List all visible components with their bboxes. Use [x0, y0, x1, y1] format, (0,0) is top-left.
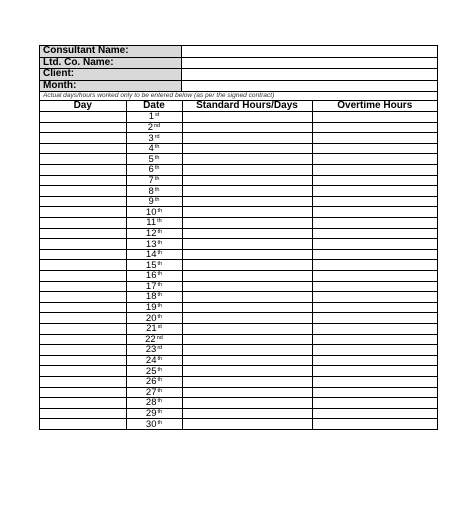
overtime-hours-cell[interactable]: [312, 175, 437, 186]
date-cell: [126, 376, 182, 387]
date-number: 3: [148, 132, 154, 144]
day-cell[interactable]: [40, 186, 126, 197]
date-number: 11: [146, 217, 157, 229]
date-number: 2: [147, 121, 154, 133]
day-cell[interactable]: [40, 249, 126, 260]
date-suffix: th: [157, 271, 163, 278]
date-suffix: nd: [154, 122, 161, 129]
date-number: 25: [145, 365, 157, 377]
standard-hours-cell[interactable]: [182, 249, 312, 260]
day-cell[interactable]: [40, 260, 126, 271]
overtime-hours-cell[interactable]: [312, 207, 437, 218]
date-suffix: rd: [157, 345, 163, 352]
table-row: [40, 292, 437, 303]
date-number: 9: [148, 196, 154, 208]
date-number: 17: [145, 280, 157, 292]
column-header-row: [40, 101, 437, 112]
overtime-hours-cell[interactable]: [312, 196, 437, 207]
timesheet: [39, 45, 438, 430]
overtime-hours-cell[interactable]: [312, 186, 437, 197]
standard-hours-cell[interactable]: [182, 186, 312, 197]
day-cell[interactable]: [40, 112, 126, 123]
date-number: 1: [148, 111, 154, 123]
date-suffix: nd: [156, 334, 163, 341]
company-name-field[interactable]: [182, 58, 437, 69]
date-cell: [126, 207, 182, 218]
date-number: 23: [145, 344, 157, 356]
standard-hours-cell[interactable]: [182, 302, 312, 313]
date-number: 20: [145, 312, 157, 324]
day-cell[interactable]: [40, 334, 126, 345]
table-row: [40, 112, 437, 123]
table-row: [40, 239, 437, 250]
table-row: [40, 122, 437, 133]
table-row: [40, 323, 437, 334]
date-suffix: th: [157, 398, 163, 405]
client-row: [40, 69, 437, 81]
date-cell: [126, 419, 182, 430]
date-suffix: rd: [154, 133, 160, 140]
date-suffix: th: [154, 175, 160, 182]
date-number: 5: [148, 153, 154, 165]
hours-rows: [40, 112, 437, 430]
standard-hours-cell[interactable]: [182, 260, 312, 271]
date-cell: [126, 154, 182, 165]
day-cell[interactable]: [40, 292, 126, 303]
date-suffix: th: [157, 409, 163, 416]
day-cell[interactable]: [40, 387, 126, 398]
day-cell[interactable]: [40, 239, 126, 250]
day-cell[interactable]: [40, 218, 126, 229]
date-number: 29: [145, 408, 157, 420]
date-suffix: th: [154, 165, 160, 172]
table-row: [40, 249, 437, 260]
consultant-name-label: Consultant Name:: [40, 46, 182, 57]
date-cell: [126, 218, 182, 229]
date-cell: [126, 165, 182, 176]
date-cell: [126, 249, 182, 260]
day-cell[interactable]: [40, 228, 126, 239]
date-number: 19: [145, 302, 157, 314]
date-number: 6: [148, 164, 154, 176]
standard-hours-cell[interactable]: [182, 376, 312, 387]
hours-table: [40, 101, 437, 429]
date-suffix: th: [157, 313, 163, 320]
day-cell[interactable]: [40, 154, 126, 165]
overtime-hours-cell[interactable]: [312, 366, 437, 377]
standard-hours-cell[interactable]: [182, 271, 312, 282]
date-cell: [126, 387, 182, 398]
overtime-hours-cell[interactable]: [312, 249, 437, 260]
date-cell: [126, 112, 182, 123]
standard-hours-cell[interactable]: [182, 196, 312, 207]
overtime-hours-cell[interactable]: [312, 228, 437, 239]
overtime-hours-cell[interactable]: [312, 323, 437, 334]
table-row: [40, 313, 437, 324]
date-suffix: th: [157, 239, 163, 246]
date-number: 15: [145, 259, 157, 271]
standard-hours-cell[interactable]: [182, 334, 312, 345]
day-cell[interactable]: [40, 175, 126, 186]
date-suffix: th: [157, 419, 163, 426]
column-header-standard: Standard Hours/Days: [182, 101, 312, 112]
day-cell[interactable]: [40, 366, 126, 377]
date-number: 14: [145, 249, 157, 261]
standard-hours-cell[interactable]: [182, 419, 312, 430]
date-number: 18: [145, 291, 157, 303]
day-cell[interactable]: [40, 355, 126, 366]
table-row: [40, 345, 437, 356]
overtime-hours-cell[interactable]: [312, 419, 437, 430]
table-row: [40, 387, 437, 398]
standard-hours-cell[interactable]: [182, 143, 312, 154]
overtime-hours-cell[interactable]: [312, 218, 437, 229]
column-header-day: Day: [40, 101, 126, 112]
standard-hours-cell[interactable]: [182, 228, 312, 239]
day-cell[interactable]: [40, 281, 126, 292]
table-row: [40, 260, 437, 271]
overtime-hours-cell[interactable]: [312, 154, 437, 165]
day-cell[interactable]: [40, 196, 126, 207]
month-row: [40, 81, 437, 93]
standard-hours-cell[interactable]: [182, 133, 312, 144]
date-number: 8: [148, 185, 154, 197]
date-suffix: st: [155, 112, 160, 119]
table-row: [40, 376, 437, 387]
standard-hours-cell[interactable]: [182, 218, 312, 229]
overtime-hours-cell[interactable]: [312, 376, 437, 387]
overtime-hours-cell[interactable]: [312, 408, 437, 419]
overtime-hours-cell[interactable]: [312, 133, 437, 144]
table-row: [40, 154, 437, 165]
date-cell: [126, 122, 182, 133]
standard-hours-cell[interactable]: [182, 207, 312, 218]
date-suffix: th: [157, 377, 163, 384]
table-row: [40, 302, 437, 313]
table-row: [40, 175, 437, 186]
date-suffix: th: [157, 387, 163, 394]
overtime-hours-cell[interactable]: [312, 345, 437, 356]
overtime-hours-cell[interactable]: [312, 313, 437, 324]
day-cell[interactable]: [40, 419, 126, 430]
consultant-name-field[interactable]: [182, 46, 437, 57]
date-cell: [126, 281, 182, 292]
table-row: [40, 334, 437, 345]
date-suffix: th: [154, 144, 160, 151]
table-row: [40, 165, 437, 176]
table-row: [40, 196, 437, 207]
overtime-hours-cell[interactable]: [312, 387, 437, 398]
date-suffix: th: [157, 281, 163, 288]
table-row: [40, 186, 437, 197]
date-number: 4: [148, 143, 154, 155]
standard-hours-cell[interactable]: [182, 408, 312, 419]
date-number: 16: [145, 270, 157, 282]
date-cell: [126, 292, 182, 303]
table-row: [40, 398, 437, 409]
overtime-hours-cell[interactable]: [312, 292, 437, 303]
overtime-hours-cell[interactable]: [312, 112, 437, 123]
date-number: 10: [145, 206, 157, 218]
day-cell[interactable]: [40, 165, 126, 176]
date-number: 24: [145, 355, 157, 367]
date-suffix: th: [157, 228, 163, 235]
standard-hours-cell[interactable]: [182, 112, 312, 123]
table-row: [40, 355, 437, 366]
client-field[interactable]: [182, 69, 437, 80]
day-cell[interactable]: [40, 323, 126, 334]
date-cell: [126, 334, 182, 345]
company-name-label: Ltd. Co. Name:: [40, 58, 182, 69]
date-suffix: th: [157, 356, 163, 363]
standard-hours-cell[interactable]: [182, 292, 312, 303]
date-cell: [126, 228, 182, 239]
standard-hours-cell[interactable]: [182, 175, 312, 186]
day-cell[interactable]: [40, 207, 126, 218]
date-number: 28: [145, 397, 157, 409]
date-number: 13: [145, 238, 157, 250]
date-number: 21: [146, 323, 157, 335]
day-cell[interactable]: [40, 376, 126, 387]
overtime-hours-cell[interactable]: [312, 165, 437, 176]
date-suffix: th: [157, 250, 163, 257]
day-cell[interactable]: [40, 302, 126, 313]
column-header-overtime: Overtime Hours: [312, 101, 437, 112]
date-suffix: th: [157, 207, 163, 214]
date-cell: [126, 133, 182, 144]
company-name-row: [40, 58, 437, 70]
overtime-hours-cell[interactable]: [312, 122, 437, 133]
consultant-name-row: [40, 46, 437, 58]
date-cell: [126, 143, 182, 154]
date-cell: [126, 313, 182, 324]
day-cell[interactable]: [40, 271, 126, 282]
month-field[interactable]: [182, 81, 437, 92]
standard-hours-cell[interactable]: [182, 281, 312, 292]
overtime-hours-cell[interactable]: [312, 239, 437, 250]
client-label: Client:: [40, 69, 182, 80]
day-cell[interactable]: [40, 313, 126, 324]
date-suffix: th: [157, 292, 163, 299]
overtime-hours-cell[interactable]: [312, 260, 437, 271]
date-cell: [126, 345, 182, 356]
standard-hours-cell[interactable]: [182, 154, 312, 165]
date-number: 26: [145, 376, 157, 388]
table-row: [40, 218, 437, 229]
date-suffix: th: [154, 186, 160, 193]
day-cell[interactable]: [40, 398, 126, 409]
day-cell[interactable]: [40, 408, 126, 419]
date-cell: [126, 239, 182, 250]
date-number: 7: [148, 174, 154, 186]
day-cell[interactable]: [40, 133, 126, 144]
overtime-hours-cell[interactable]: [312, 334, 437, 345]
standard-hours-cell[interactable]: [182, 323, 312, 334]
date-cell: [126, 323, 182, 334]
standard-hours-cell[interactable]: [182, 398, 312, 409]
date-cell: [126, 260, 182, 271]
table-row: [40, 271, 437, 282]
instruction-note: Actual days/hours worked only to be entered below (as per the signed contract): [40, 92, 437, 101]
table-row: [40, 207, 437, 218]
date-cell: [126, 408, 182, 419]
table-row: [40, 366, 437, 377]
table-row: [40, 281, 437, 292]
date-suffix: st: [157, 324, 162, 331]
standard-hours-cell[interactable]: [182, 387, 312, 398]
day-cell[interactable]: [40, 143, 126, 154]
date-suffix: th: [157, 303, 163, 310]
overtime-hours-cell[interactable]: [312, 281, 437, 292]
standard-hours-cell[interactable]: [182, 355, 312, 366]
date-suffix: th: [157, 260, 163, 267]
day-cell[interactable]: [40, 345, 126, 356]
date-cell: [126, 302, 182, 313]
standard-hours-cell[interactable]: [182, 366, 312, 377]
date-number: 22: [145, 333, 156, 345]
standard-hours-cell[interactable]: [182, 165, 312, 176]
standard-hours-cell[interactable]: [182, 345, 312, 356]
overtime-hours-cell[interactable]: [312, 302, 437, 313]
table-row: [40, 419, 437, 430]
date-cell: [126, 271, 182, 282]
overtime-hours-cell[interactable]: [312, 271, 437, 282]
date-suffix: th: [154, 197, 160, 204]
date-number: 27: [145, 386, 157, 398]
table-row: [40, 143, 437, 154]
date-number: 30: [145, 418, 157, 430]
date-number: 12: [145, 227, 157, 239]
date-cell: [126, 366, 182, 377]
column-header-date: Date: [126, 101, 182, 112]
standard-hours-cell[interactable]: [182, 122, 312, 133]
date-suffix: th: [157, 218, 162, 225]
table-row: [40, 228, 437, 239]
date-cell: [126, 398, 182, 409]
overtime-hours-cell[interactable]: [312, 398, 437, 409]
overtime-hours-cell[interactable]: [312, 355, 437, 366]
date-cell: [126, 355, 182, 366]
date-suffix: th: [154, 154, 160, 161]
date-cell: [126, 186, 182, 197]
day-cell[interactable]: [40, 122, 126, 133]
table-row: [40, 133, 437, 144]
standard-hours-cell[interactable]: [182, 239, 312, 250]
date-cell: [126, 175, 182, 186]
table-row: [40, 408, 437, 419]
date-cell: [126, 196, 182, 207]
standard-hours-cell[interactable]: [182, 313, 312, 324]
date-suffix: th: [157, 366, 163, 373]
month-label: Month:: [40, 81, 182, 92]
overtime-hours-cell[interactable]: [312, 143, 437, 154]
